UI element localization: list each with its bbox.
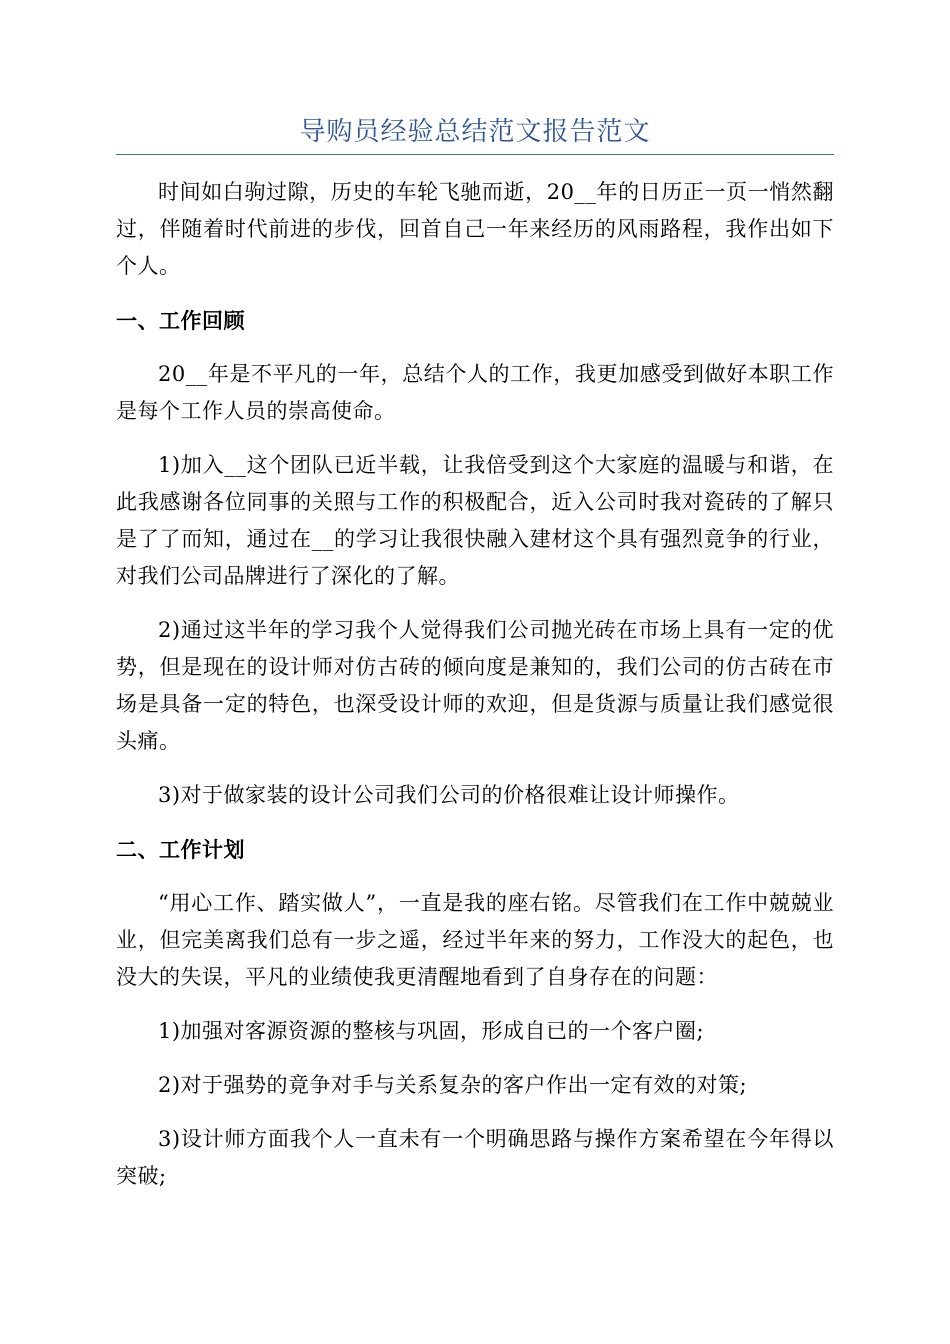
document-body bbox=[116, 174, 834, 1212]
section-heading-plan: 二、工作计划 bbox=[116, 837, 245, 862]
document-title: 导购员经验总结范文报告范文 bbox=[299, 117, 651, 147]
intro-paragraph: 时间如白驹过隙，历史的车轮飞驰而逝，20__年的日历正一页一悄然翻过，伴随着时代前进的步伐，回首自己一年来经历的风雨路程，我作出如下个人。 bbox=[116, 180, 834, 278]
review-paragraph-3: 2)通过这半年的学习我个人觉得我们公司抛光砖在市场上具有一定的优势，但是现在的设计师对仿古砖的倾向度是兼知的，我们公司的仿古砖在市场是具备一定的特色，也深受设计师的欢迎，但是货源与质量让我们感觉很头痛。 bbox=[116, 618, 834, 753]
plan-paragraph-3: 2)对于强势的竟争对手与关系复杂的客户作出一定有效的对策; bbox=[158, 1073, 748, 1097]
plan-paragraph-1: “用心工作、踏实做人”，一直是我的座右铭。尽管我们在工作中兢兢业业，但完美离我们总有一步之遥，经过半年来的努力，工作没大的起色，也没大的失误，平凡的业绩使我更清醒地看到了自身存在的问题： bbox=[116, 891, 834, 989]
title-underline bbox=[116, 154, 834, 155]
review-paragraph-4: 3)对于做家装的设计公司我们公司的价格很难让设计师操作。 bbox=[158, 783, 740, 807]
review-paragraph-2: 1)加入__这个团队已近半载，让我倍受到这个大家庭的温暖与和谐，在此我感谢各位同事的关照与工作的积极配合，近入公司时我对瓷砖的了解只是了了而知，通过在__的学习让我很快融入建材这个具有强烈竟争的行业，对我们公司品牌进行了深化的了解。 bbox=[116, 453, 834, 588]
review-paragraph-1: 20__年是不平凡的一年，总结个人的工作，我更加感受到做好本职工作是每个工作人员的崇高使命。 bbox=[116, 362, 834, 423]
plan-paragraph-4: 3)设计师方面我个人一直未有一个明确思路与操作方案希望在今年得以突破; bbox=[116, 1127, 834, 1188]
plan-paragraph-2: 1)加强对客源资源的整核与巩固，形成自已的一个客户圈; bbox=[158, 1019, 705, 1043]
section-heading-review: 一、工作回顾 bbox=[116, 308, 245, 333]
